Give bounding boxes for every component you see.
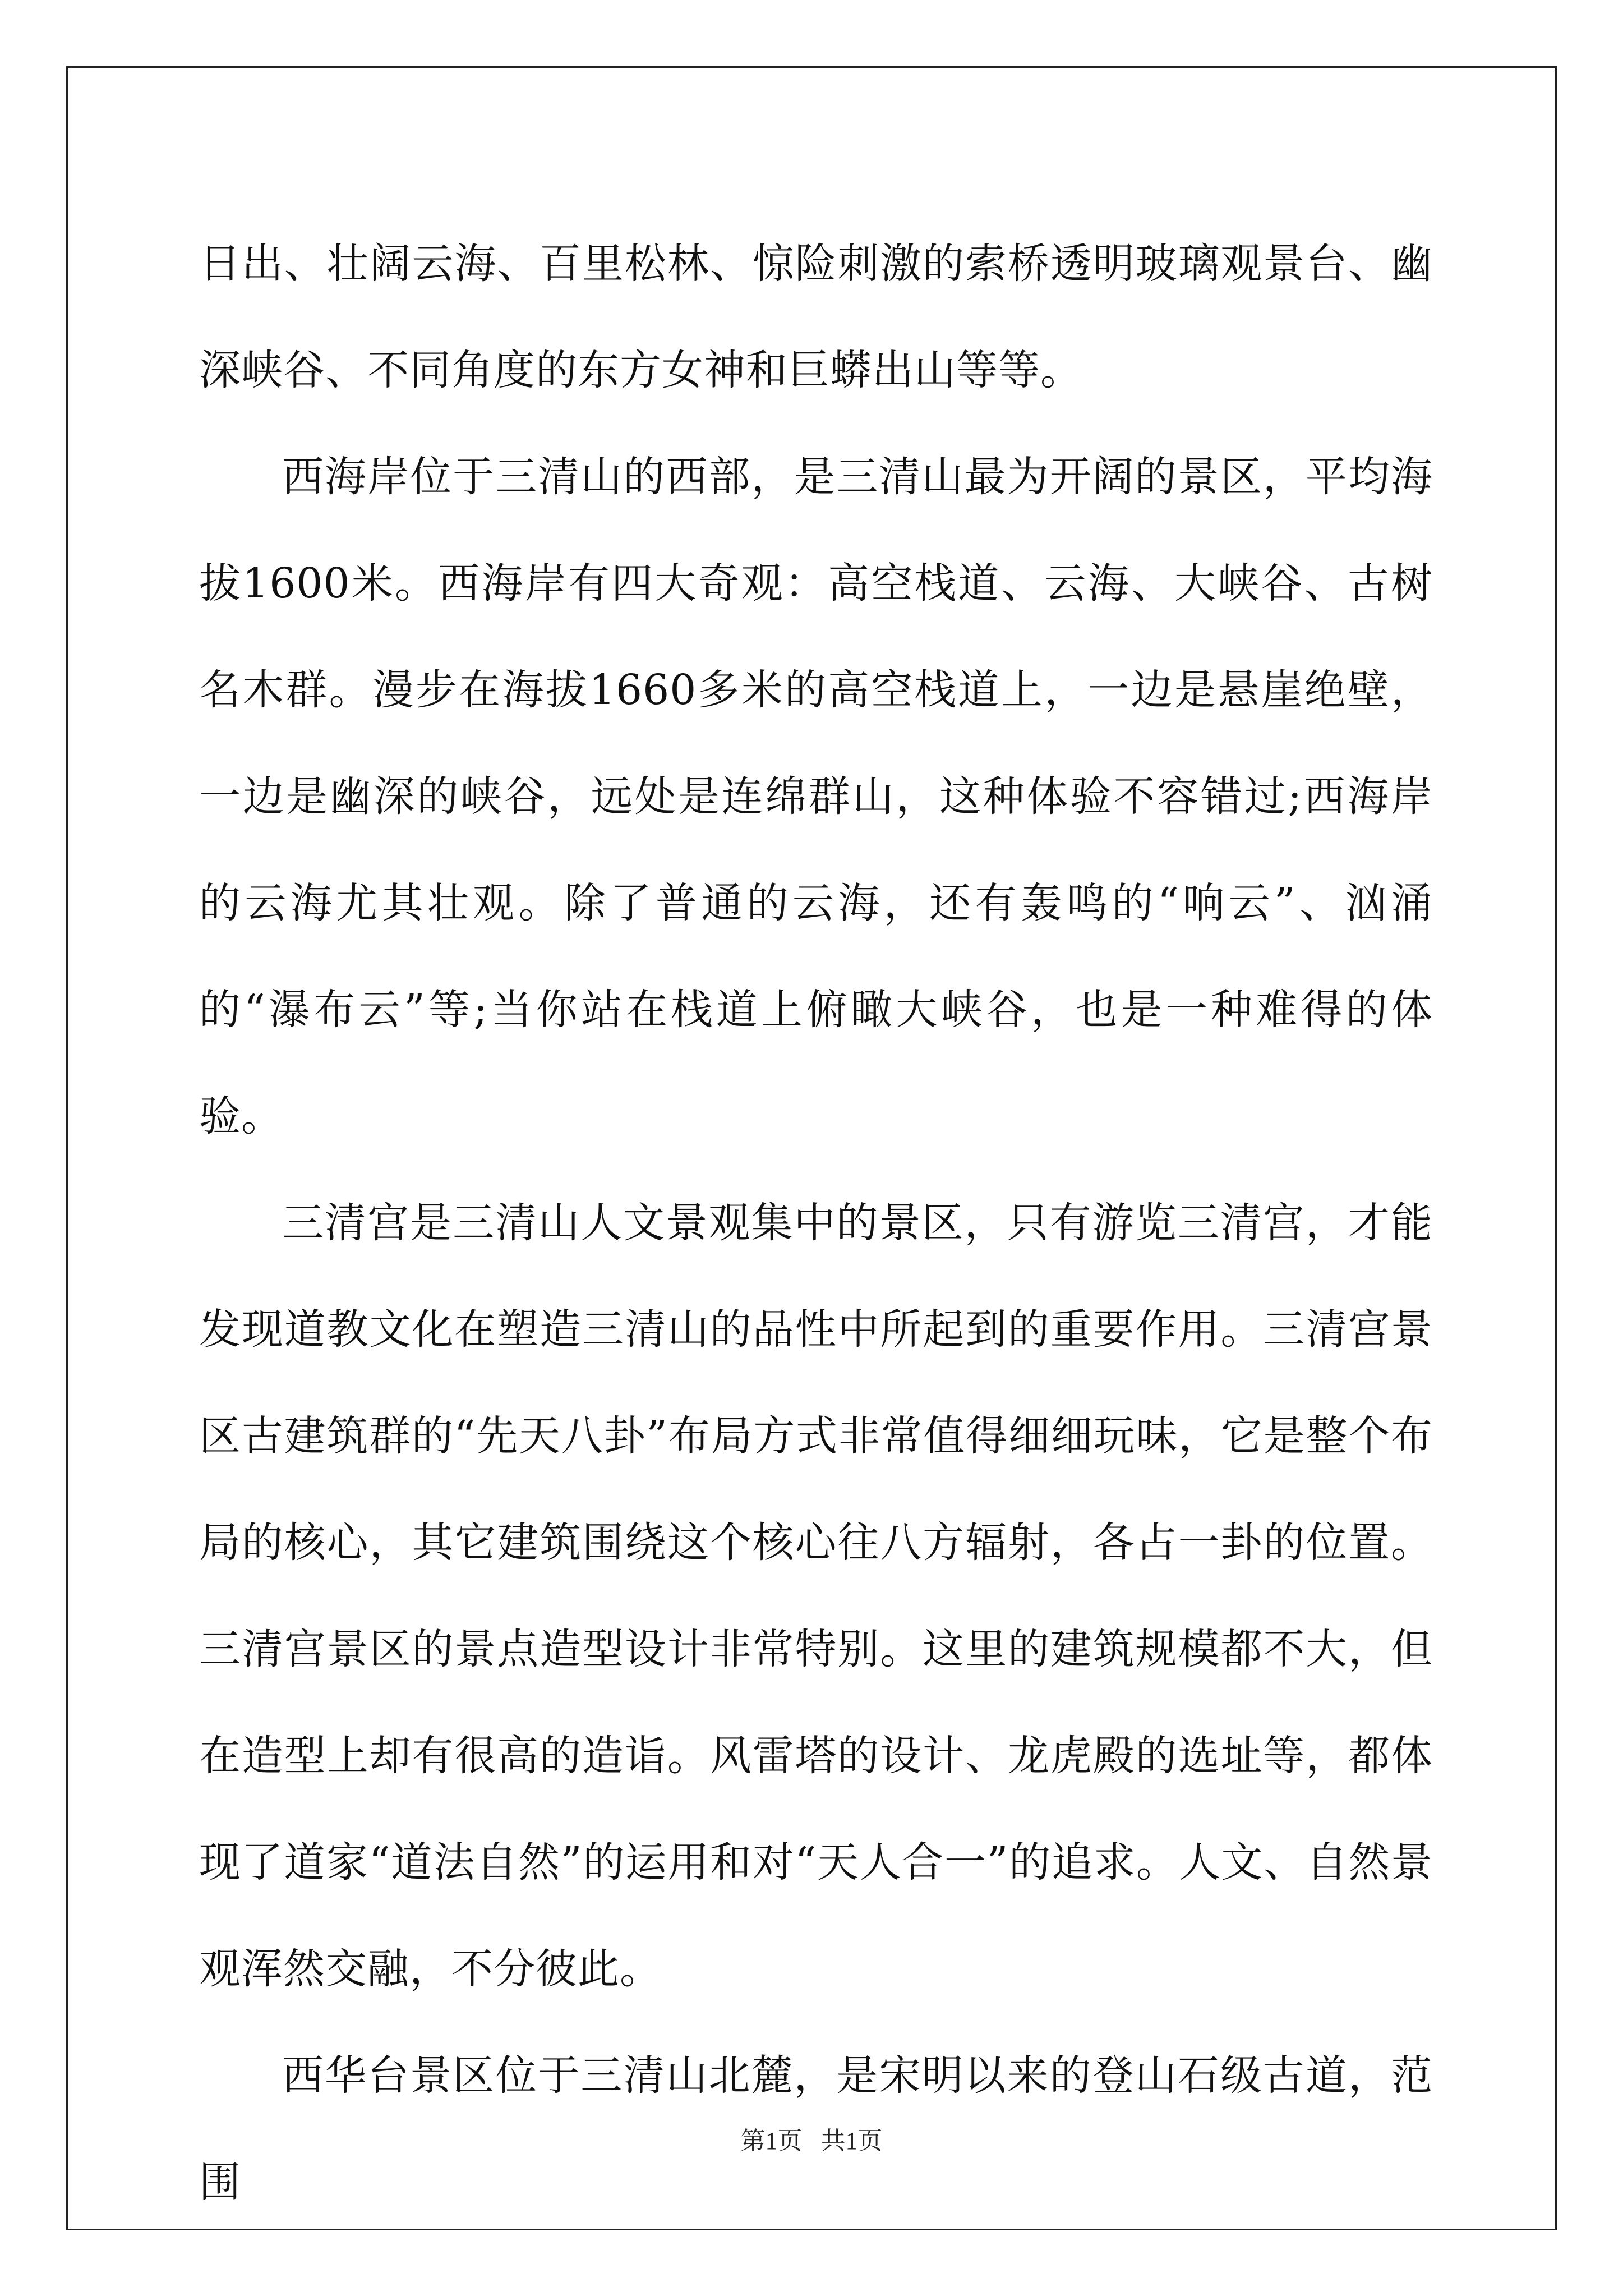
page-footer: [0, 2120, 1623, 2156]
paragraph-2: 西海岸位于三清山的西部，是三清山最为开阔的景区，平均海拔1600米。西海岸有四大奇观：高空栈道、云海、大峡谷、古树名木群。漫步在海拔1660多米的高空栈道上，一边是悬崖绝壁，一边是幽深的峡谷，远处是连绵群山，这种体验不容错过;西海岸的云海尤其壮观。除了普通的云海，还有轰鸣的“响云”、汹涌的“瀑布云”等;当你站在栈道上俯瞰大峡谷，也是一种难得的体验。: [199, 453, 1433, 1140]
paragraph-1: 日出、壮阔云海、百里松林、惊险刺激的索桥透明玻璃观景台、幽深峡谷、不同角度的东方女神和巨蟒出山等等。: [199, 240, 1433, 394]
page-number: 第1页: [740, 2127, 803, 2155]
paragraph-4: 西华台景区位于三清山北麓，是宋明以来的登山石级古道，范围: [199, 2051, 1433, 2206]
document-body: [199, 210, 1433, 2235]
page-total: 共1页: [820, 2127, 883, 2155]
paragraph-3: 三清宫是三清山人文景观集中的景区，只有游览三清宫，才能发现道教文化在塑造三清山的品性中所起到的重要作用。三清宫景区古建筑群的“先天八卦”布局方式非常值得细细玩味，它是整个布局的核心，其它建筑围绕这个核心往八方辐射，各占一卦的位置。三清宫景区的景点造型设计非常特别。这里的建筑规模都不大，但在造型上却有很高的造诣。风雷塔的设计、龙虎殿的选址等，都体现了道家“道法自然”的运用和对“天人合一”的追求。人文、自然景观浑然交融，不分彼此。: [199, 1199, 1433, 1993]
